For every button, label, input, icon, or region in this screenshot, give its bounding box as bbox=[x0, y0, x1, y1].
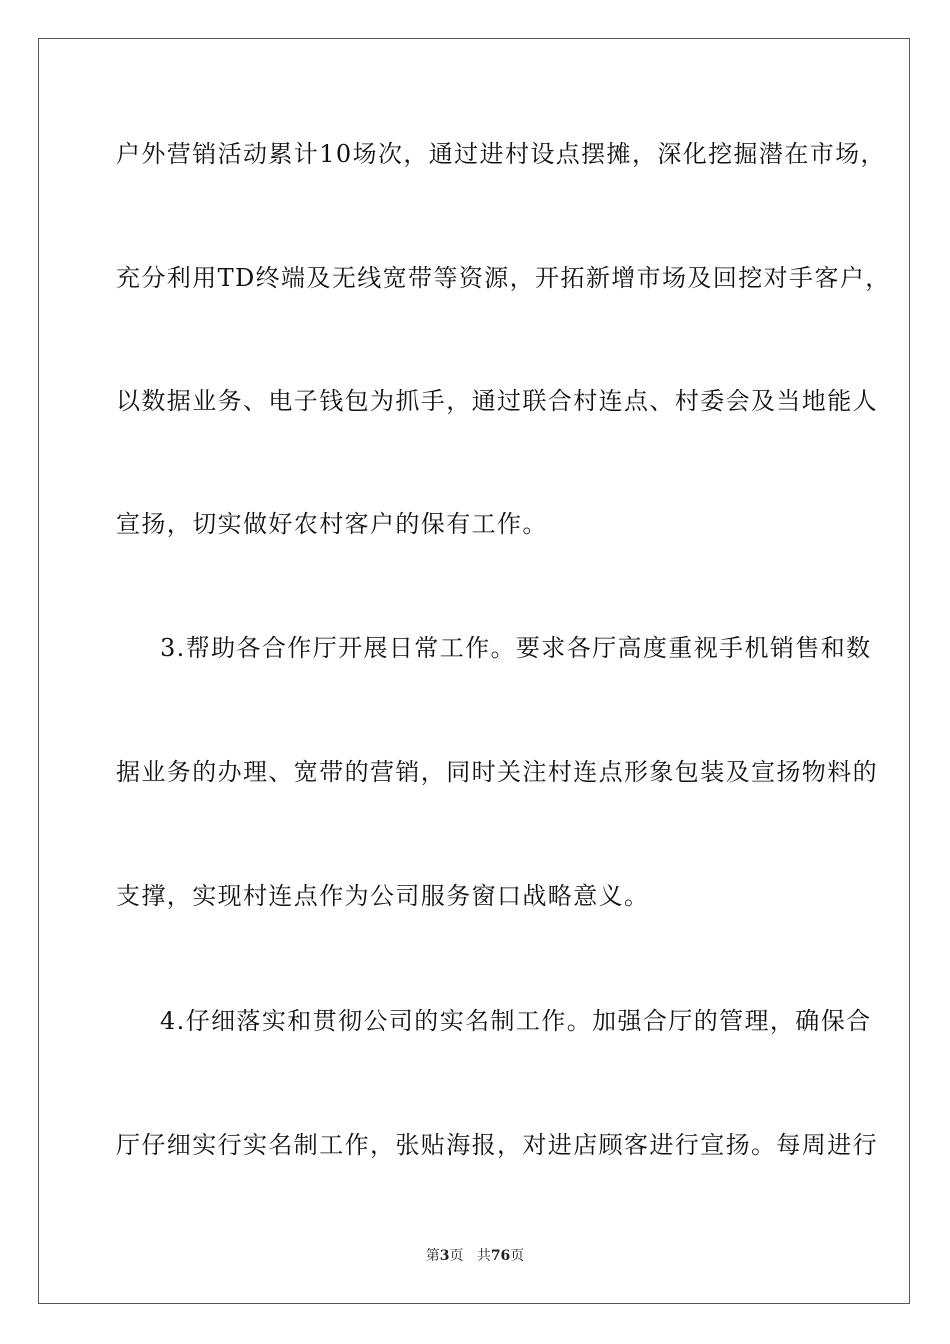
body-line-9: 厅仔细实行实名制工作，张贴海报，对进店顾客进行宣扬。每周进行 bbox=[116, 1131, 878, 1159]
footer-page-number: 3 bbox=[439, 1248, 450, 1264]
body-line-7: 支撑，实现村连点作为公司服务窗口战略意义。 bbox=[116, 882, 650, 910]
footer-page-prefix: 第 bbox=[425, 1248, 440, 1264]
footer-total-pages: 76 bbox=[490, 1248, 511, 1264]
footer-page-suffix: 页 bbox=[449, 1248, 464, 1264]
page-border bbox=[38, 38, 910, 1304]
page-footer bbox=[0, 1247, 950, 1265]
body-line-4: 宣扬，切实做好农村客户的保有工作。 bbox=[116, 510, 548, 538]
footer-total-prefix: 共 bbox=[476, 1248, 491, 1264]
body-line-2: 充分利用TD终端及无线宽带等资源，开拓新增市场及回挖对手客户， bbox=[116, 264, 891, 292]
footer-total-suffix: 页 bbox=[510, 1248, 525, 1264]
body-line-5: 3.帮助各合作厅开展日常工作。要求各厅高度重视手机销售和数 bbox=[160, 634, 872, 662]
body-line-8: 4.仔细落实和贯彻公司的实名制工作。加强合厅的管理，确保合 bbox=[160, 1007, 872, 1035]
body-line-6: 据业务的办理、宽带的营销，同时关注村连点形象包装及宣扬物料的 bbox=[116, 758, 878, 786]
body-line-3: 以数据业务、电子钱包为抓手，通过联合村连点、村委会及当地能人 bbox=[116, 387, 878, 415]
body-line-1: 户外营销活动累计10场次，通过进村设点摆摊，深化挖掘潜在市场， bbox=[116, 140, 886, 168]
